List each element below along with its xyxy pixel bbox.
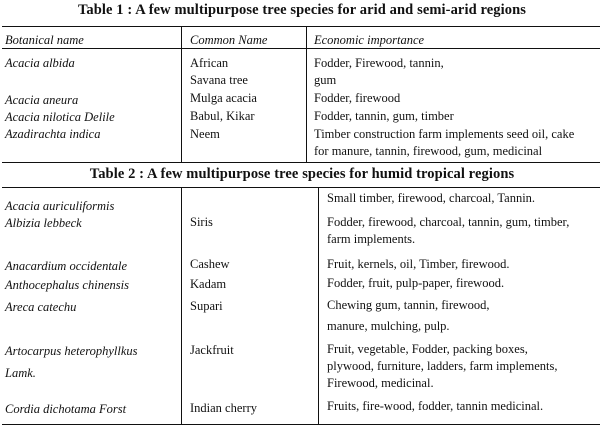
t1-row1-economic-line1: Fodder, Firewood, tannin, <box>314 56 444 70</box>
table1-col-divider-2 <box>306 26 307 162</box>
t1-row2-botanical: Acacia aneura <box>5 93 79 107</box>
t2-row7-economic: Fruits, fire-wood, fodder, tannin medicinal. <box>327 399 544 413</box>
t1-row2-common: Mulga acacia <box>190 91 257 105</box>
t1-row1-common-line1: African <box>190 56 229 70</box>
t1-row1-economic-line2: gum <box>314 73 337 87</box>
t2-row7-botanical: Cordia dichotama Forst <box>5 402 127 416</box>
header-common-name: Common Name <box>190 33 268 47</box>
table1-col-divider-1 <box>181 26 182 162</box>
t2-row6-economic-line3: Firewood, medicinal. <box>327 376 434 390</box>
t2-row6-botanical-line1: Artocarpus heterophyllkus <box>5 344 138 358</box>
t1-row3-botanical: Acacia nilotica Delile <box>5 110 115 124</box>
table1-top-rule <box>2 26 600 27</box>
t2-row2-botanical: Albizia lebbeck <box>5 216 82 230</box>
t2-row7-common: Indian cherry <box>190 401 257 415</box>
table1-caption: Table 1 : A few multipurpose tree species for arid and semi-arid regions <box>77 2 527 18</box>
t2-row1-botanical: Acacia auriculiformis <box>5 199 115 213</box>
table2-col-divider-2 <box>318 187 319 424</box>
t2-row4-economic: Fodder, fruit, pulp-paper, firewood. <box>327 276 505 290</box>
table2-col-divider-1 <box>181 187 182 424</box>
t2-row3-botanical: Anacardium occidentale <box>5 259 128 273</box>
t2-row5-economic-line2: manure, mulching, pulp. <box>327 319 450 333</box>
t2-row2-common: Siris <box>190 215 213 229</box>
t2-row6-common: Jackfruit <box>190 343 234 357</box>
t1-row4-economic-line2: for manure, tannin, firewood, gum, medicinal <box>314 144 543 158</box>
t1-row3-common: Babul, Kikar <box>190 109 255 123</box>
table2-bottom-rule <box>2 424 600 425</box>
t1-row3-economic: Fodder, tannin, gum, timber <box>314 109 454 123</box>
t2-row4-botanical: Anthocephalus chinensis <box>5 278 129 292</box>
table2-top-rule <box>2 187 600 188</box>
table1-header-rule <box>2 48 600 49</box>
t1-row4-common: Neem <box>190 127 220 141</box>
t2-row3-common: Cashew <box>190 257 230 271</box>
t2-row6-economic-line2: plywood, furniture, ladders, farm implements, <box>327 359 558 373</box>
t2-row1-economic: Small timber, firewood, charcoal, Tannin. <box>327 191 536 205</box>
t1-row4-economic-line1: Timber construction farm implements seed oil, cake <box>314 127 575 141</box>
t1-row1-common-line2: Savana tree <box>190 73 248 87</box>
table2-caption: Table 2 : A few multipurpose tree species for humid tropical regions <box>89 166 515 182</box>
header-botanical-name: Botanical name <box>5 33 84 47</box>
t2-row5-botanical: Areca catechu <box>5 300 77 314</box>
t2-row2-economic-line1: Fodder, firewood, charcoal, tannin, gum, timber, <box>327 215 570 229</box>
t1-row1-botanical: Acacia albida <box>5 56 75 70</box>
t1-row2-economic: Fodder, firewood <box>314 91 401 105</box>
table1-bottom-rule <box>2 162 600 163</box>
t2-row5-economic-line1: Chewing gum, tannin, firewood, <box>327 298 490 312</box>
t2-row3-economic: Fruit, kernels, oil, Timber, firewood. <box>327 257 510 271</box>
t2-row6-economic-line1: Fruit, vegetable, Fodder, packing boxes, <box>327 342 528 356</box>
t2-row2-economic-line2: farm implements. <box>327 232 416 246</box>
t2-row6-botanical-line2: Lamk. <box>5 366 36 380</box>
t2-row4-common: Kadam <box>190 277 227 291</box>
t2-row5-common: Supari <box>190 299 223 313</box>
t1-row4-botanical: Azadirachta indica <box>5 127 101 141</box>
header-economic-importance: Economic importance <box>314 33 425 47</box>
